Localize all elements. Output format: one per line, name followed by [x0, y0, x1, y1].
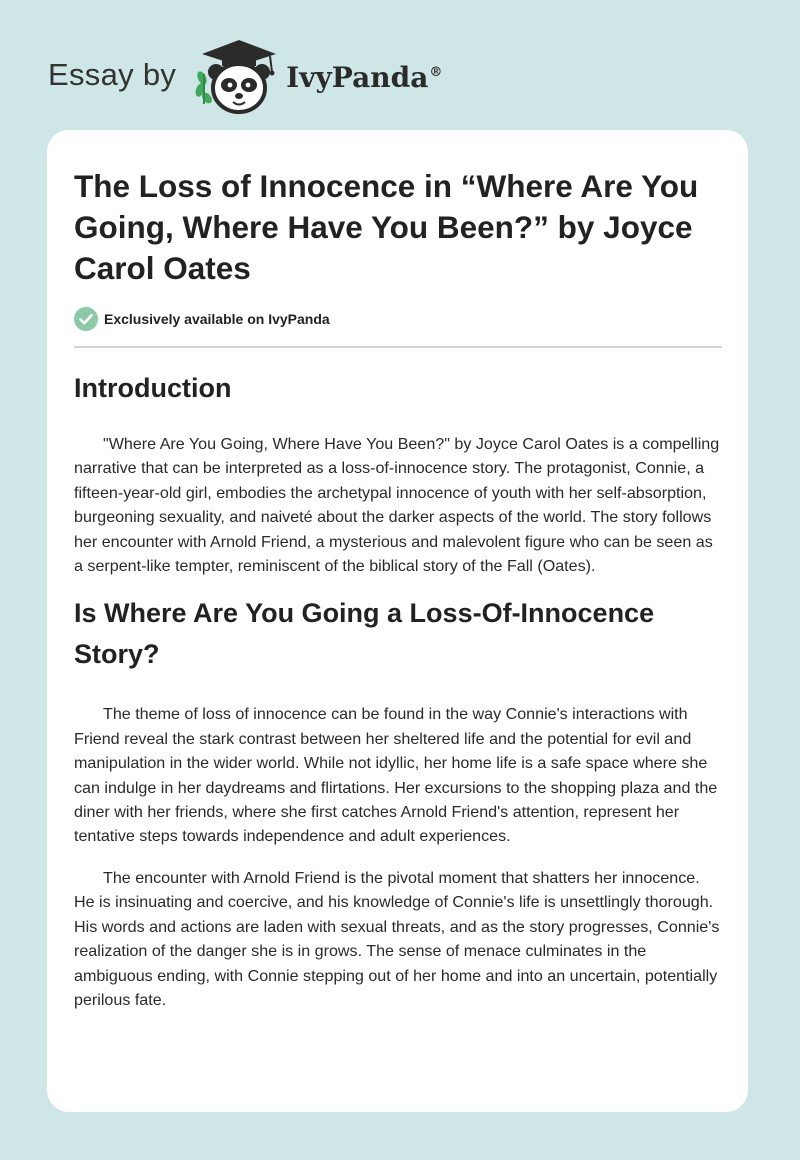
brand-header: [48, 34, 442, 116]
exclusive-badge: [74, 307, 722, 331]
check-circle-icon: [74, 307, 98, 331]
registered-mark: ®: [429, 65, 443, 81]
title-divider: [74, 346, 722, 348]
essay-title: The Loss of Innocence in “Where Are You Going, Where Have You Been?” by Joyce Carol Oates: [74, 168, 699, 286]
section-heading-introduction: Introduction: [74, 373, 232, 403]
brand-name-text: IvyPanda: [286, 60, 429, 94]
introduction-paragraph: "Where Are You Going, Where Have You Been?" by Joyce Carol Oates is a compelling narrative that can be interpreted as a loss-of-innocence story. The protagonist, Connie, a fifteen-year-old girl, embodies the archetypal innocence of youth with her self-absorption, burgeoning sexuality, and naiveté about the darker aspects of the world. The story follows her encounter with Arnold Friend, a mysterious and malevolent figure who can be seen as a serpent-like tempter, reminiscent of the biblical story of the Fall (Oates).: [74, 435, 720, 576]
panda-graduate-icon[interactable]: [192, 36, 284, 116]
brand-name[interactable]: [286, 61, 442, 94]
essay-card: [47, 130, 748, 1112]
body-paragraph: The encounter with Arnold Friend is the pivotal moment that shatters her innocence. He is insinuating and coercive, and his knowledge of Connie's life is unsettlingly thorough. His words and actions are laden with sexual threats, and as the story progresses, Connie's realization of the danger she is in grows. The sense of menace culminates in the ambiguous ending, with Connie stepping out of her home and into an uncertain, potentially perilous fate.: [74, 868, 720, 1009]
body-paragraph: The theme of loss of innocence can be found in the way Connie's interactions with Friend reveal the stark contrast between her sheltered life and the potential for evil and manipulation in the wider world. While not idyllic, her home life is a safe space where she can indulge in her daydreams and flirtations. Her excursions to the shopping plaza and the diner with her friends, where she first catches Arnold Friend's attention, represent her tentative steps towards independence and adult experiences.: [74, 705, 718, 846]
brand-prefix: Essay by: [48, 57, 177, 92]
exclusive-badge-text: Exclusively available on IvyPanda: [104, 311, 330, 327]
section-heading-loss-of-innocence: Is Where Are You Going a Loss-Of-Innocence Story?: [74, 598, 655, 670]
